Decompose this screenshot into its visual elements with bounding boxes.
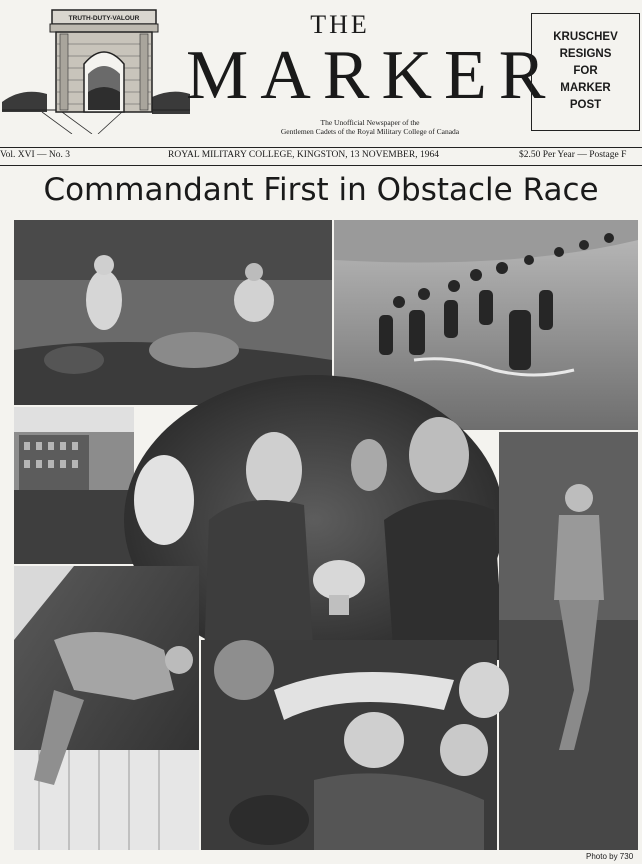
issue-volume: Vol. XVI — No. 3 xyxy=(0,150,71,160)
svg-text:TRUTH-DUTY-VALOUR: TRUTH-DUTY-VALOUR xyxy=(68,15,140,22)
photo-muddy-cadet xyxy=(499,432,638,850)
photo-celebration xyxy=(201,640,509,850)
divider-top xyxy=(0,147,642,148)
photo-college-buildings xyxy=(14,407,134,564)
issue-price: $2.50 Per Year — Postage F xyxy=(519,150,627,160)
main-headline: Commandant First in Obstacle Race xyxy=(43,172,599,208)
side-headline-line: MARKER xyxy=(560,82,611,94)
masthead-the: THE xyxy=(310,10,370,39)
masthead-title: MARKER xyxy=(186,37,558,114)
issue-place-date: ROYAL MILITARY COLLEGE, KINGSTON, 13 NOVEMBER, 1964 xyxy=(168,150,439,160)
photo-fence-climb xyxy=(14,566,199,850)
subtitle-line-2: Gentlemen Cadets of the Royal Military College of Canada xyxy=(280,127,460,136)
photo-credit: Photo by 730 xyxy=(586,852,634,861)
side-headline-line: KRUSCHEV xyxy=(553,31,618,43)
divider-bottom xyxy=(0,165,642,166)
masthead-subtitle xyxy=(250,118,490,136)
photo-collage xyxy=(14,220,638,850)
side-headline-line: RESIGNS xyxy=(559,48,612,60)
side-headline-line: POST xyxy=(569,99,602,111)
issue-info-row xyxy=(0,150,642,164)
side-headline-line: FOR xyxy=(573,65,598,77)
side-headline-box xyxy=(531,13,640,131)
memorial-arch-illustration xyxy=(2,2,190,134)
subtitle-line-1: The Unofficial Newspaper of the xyxy=(320,118,420,127)
